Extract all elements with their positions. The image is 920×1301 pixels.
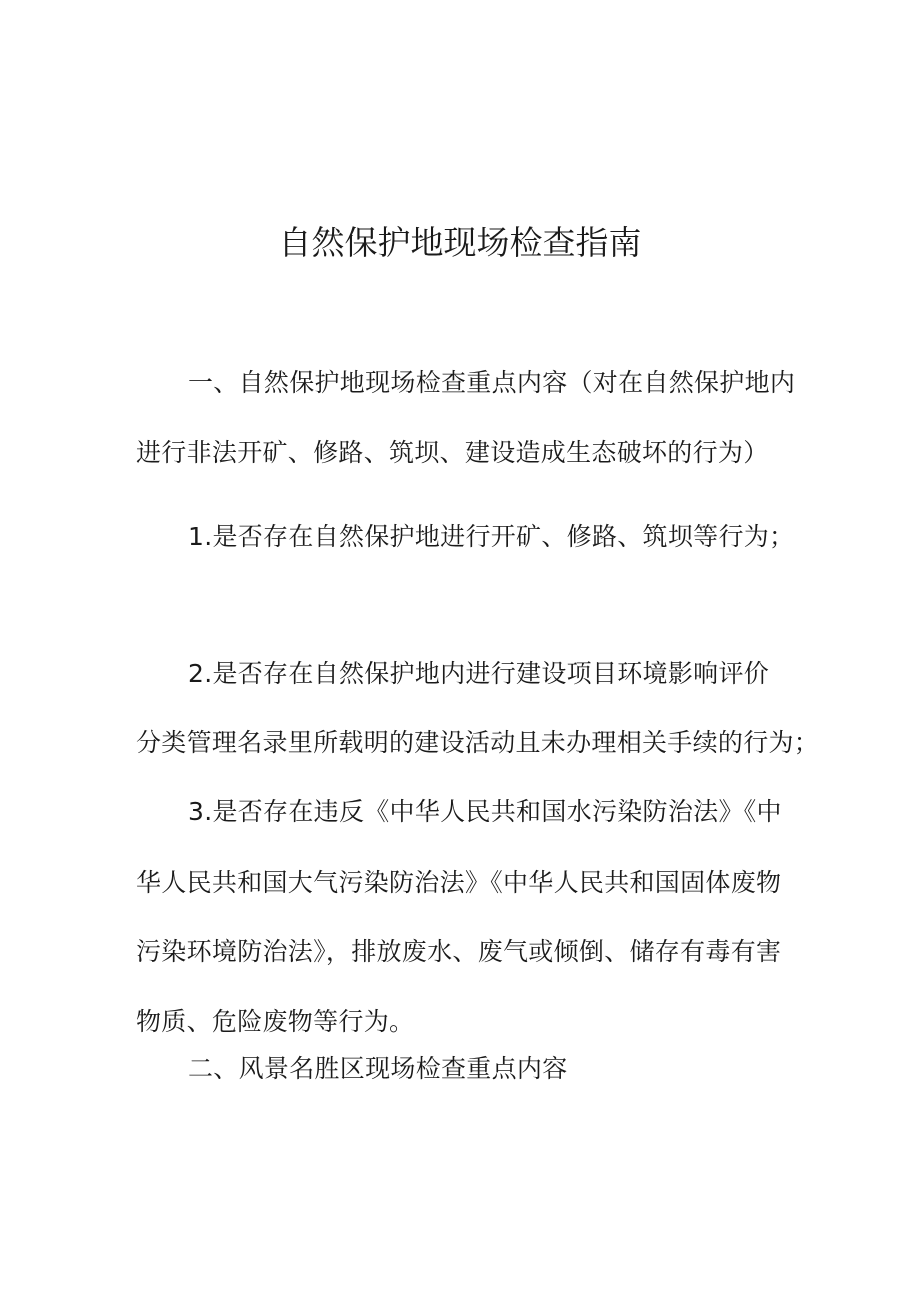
item-2-line-1: 2.是否存在自然保护地内进行建设项目环境影响评价: [188, 659, 770, 688]
item-3-line-2: 华人民共和国大气污染防治法》《中华人民共和国固体废物: [136, 868, 782, 897]
section-1-heading-line-1: 一、自然保护地现场检查重点内容（对在自然保护地内: [188, 368, 796, 397]
item-1-line-1: 1.是否存在自然保护地进行开矿、修路、筑坝等行为；: [188, 522, 795, 551]
section-1-heading-line-2: 进行非法开矿、修路、筑坝、建设造成生态破坏的行为）: [136, 438, 769, 467]
page-title: 自然保护地现场检查指南: [278, 223, 642, 262]
item-3-line-1: 3.是否存在违反《中华人民共和国水污染防治法》《中: [188, 797, 782, 826]
item-3-line-3: 污染环境防治法》，排放废水、废气或倾倒、储存有毒有害: [136, 937, 782, 966]
section-2-heading: 二、风景名胜区现场检查重点内容: [188, 1054, 568, 1083]
item-3-line-4: 物质、危险废物等行为。: [136, 1007, 415, 1036]
item-2-line-2: 分类管理名录里所载明的建设活动且未办理相关手续的行为；: [136, 728, 820, 757]
